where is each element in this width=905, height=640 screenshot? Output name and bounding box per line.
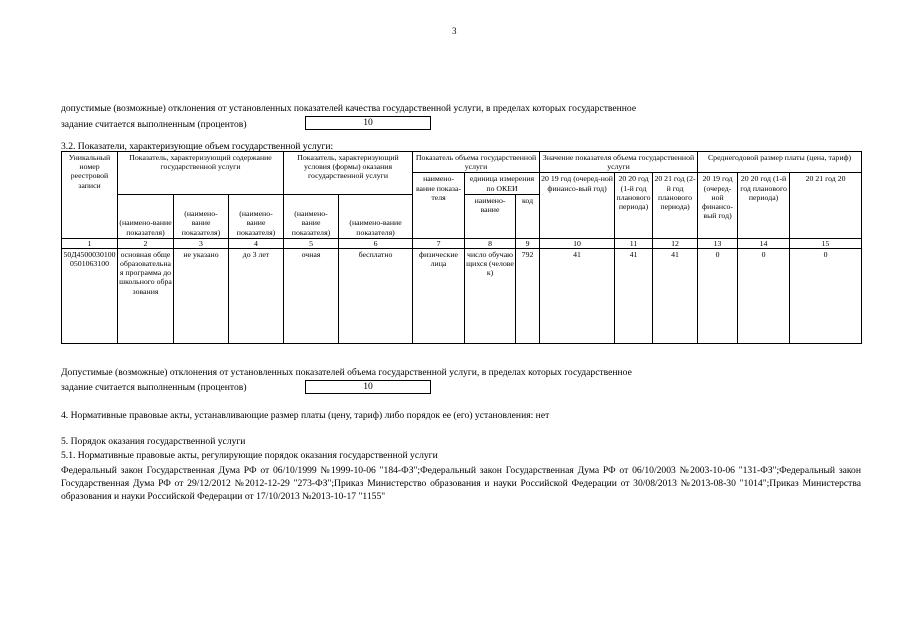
header-sub-2: (наимено-вание показателя) xyxy=(174,194,229,238)
cell-value-y2: 41 xyxy=(615,248,653,343)
header-year-2: 20 20 год (1-й год планового периода) xyxy=(615,173,653,238)
header-fee-year-1: 20 19 год (очеред-ной финансо-вый год) xyxy=(698,173,738,238)
cell-fee-y3: 0 xyxy=(790,248,862,343)
header-year-3: 20 21 год (2-й год планового периода) xyxy=(653,173,698,238)
cell-value-y3: 41 xyxy=(653,248,698,343)
quality-deviation-line1: допустимые (возможные) отклонения от установленных показателей качества государственной услуги, в пределах которых государственное xyxy=(61,103,637,114)
volume-deviation-line2: задание считается выполненным (процентов) xyxy=(61,382,247,393)
section-4: 4. Нормативные правовые акты, устанавливающие размер платы (цену, тариф) либо порядок ее (его) установления: нет xyxy=(61,410,550,421)
header-indicator-name: наимено-вание показа-теля xyxy=(413,173,465,238)
col-number: 3 xyxy=(174,238,229,248)
page-number: 3 xyxy=(452,26,457,36)
cell-unit-name: число обучающихся (человек) xyxy=(465,248,516,343)
quality-deviation-value: 10 xyxy=(305,116,431,130)
cell-fee-y2: 0 xyxy=(738,248,790,343)
cell-recipients: физические лица xyxy=(413,248,465,343)
header-sub-5: (наимено-вание показателя) xyxy=(339,194,413,238)
header-unit-code: код xyxy=(516,194,540,238)
section-3-2-title: 3.2. Показатели, характеризующие объем государственной услуги: xyxy=(61,141,334,152)
header-volume-indicator: Показатель объема государственной услуги xyxy=(413,152,540,173)
col-number: 9 xyxy=(516,238,540,248)
cell-value-y1: 41 xyxy=(540,248,615,343)
cell-unique-number: 50Д45000301000501063100 xyxy=(62,248,118,343)
cell-program: основная общеобразовательная программа дошкольного образования xyxy=(118,248,174,343)
cell-free: бесплатно xyxy=(339,248,413,343)
header-fee-year-2: 20 20 год (1-й год планового периода) xyxy=(738,173,790,238)
col-number: 15 xyxy=(790,238,862,248)
col-number: 12 xyxy=(653,238,698,248)
volume-deviation-line1: Допустимые (возможные) отклонения от установленных показателей объема государственной услуги, в пределах которых государственное xyxy=(61,367,632,378)
col-number: 7 xyxy=(413,238,465,248)
col-number: 10 xyxy=(540,238,615,248)
header-sub-3: (наимено-вание показателя) xyxy=(229,194,284,238)
laws-list: Федеральный закон Государственная Дума РФ от 06/10/1999 №1999-10-06 "184-ФЗ";Федеральный закон Государственная Дума РФ от 06/10/2003 №2003-10-06 "131-ФЗ";Федеральный закон Государственная Дума РФ от 29/12/2012 №2012-12-29 "273-ФЗ";Приказ Министерство образования и науки Российской Федерации от 30/08/2013 №2013-08-30 "1014";Приказ Министерства образования и науки Российской Федерации от 17/10/2013 №2013-10-17 "1155" xyxy=(61,465,861,502)
cell-age: до 3 лет xyxy=(229,248,284,343)
section-5: 5. Порядок оказания государственной услуги xyxy=(61,436,246,447)
header-fee: Среднегодовой размер платы (цена, тариф) xyxy=(698,152,862,173)
col-number: 8 xyxy=(465,238,516,248)
col-number: 14 xyxy=(738,238,790,248)
header-sub-4: (наимено-вание показателя) xyxy=(284,194,339,238)
col-number: 5 xyxy=(284,238,339,248)
cell-unit-code: 792 xyxy=(516,248,540,343)
header-unit-name: наимено-вание xyxy=(465,194,516,238)
col-number: 6 xyxy=(339,238,413,248)
volume-indicators-table xyxy=(61,151,862,344)
volume-deviation-value: 10 xyxy=(305,380,431,394)
table-row xyxy=(62,248,862,343)
header-year-1: 20 19 год (очеред-ной финансо-вый год) xyxy=(540,173,615,238)
cell-form: очная xyxy=(284,248,339,343)
section-5-1: 5.1. Нормативные правовые акты, регулирующие порядок оказания государственной услуги xyxy=(61,450,438,461)
col-number: 2 xyxy=(118,238,174,248)
col-number: 13 xyxy=(698,238,738,248)
header-fee-year-3: 20 21 год 20 xyxy=(790,173,862,238)
cell-not-specified: не указано xyxy=(174,248,229,343)
quality-deviation-line2: задание считается выполненным (процентов) xyxy=(61,119,247,130)
col-number: 11 xyxy=(615,238,653,248)
header-unit: единица измерения по ОКЕИ xyxy=(465,173,540,194)
header-unique-number: Уникальный номер реестровой записи xyxy=(62,152,118,239)
cell-fee-y1: 0 xyxy=(698,248,738,343)
col-number: 1 xyxy=(62,238,118,248)
header-sub-1: (наимено-вание показателя) xyxy=(118,194,174,238)
col-number: 4 xyxy=(229,238,284,248)
header-volume-value: Значение показателя объема государственной услуги xyxy=(540,152,698,173)
header-conditions-indicator: Показатель, характеризующий условия (формы) оказания государственной услуги xyxy=(284,152,413,195)
header-content-indicator: Показатель, характеризующий содержание государственной услуги xyxy=(118,152,284,195)
